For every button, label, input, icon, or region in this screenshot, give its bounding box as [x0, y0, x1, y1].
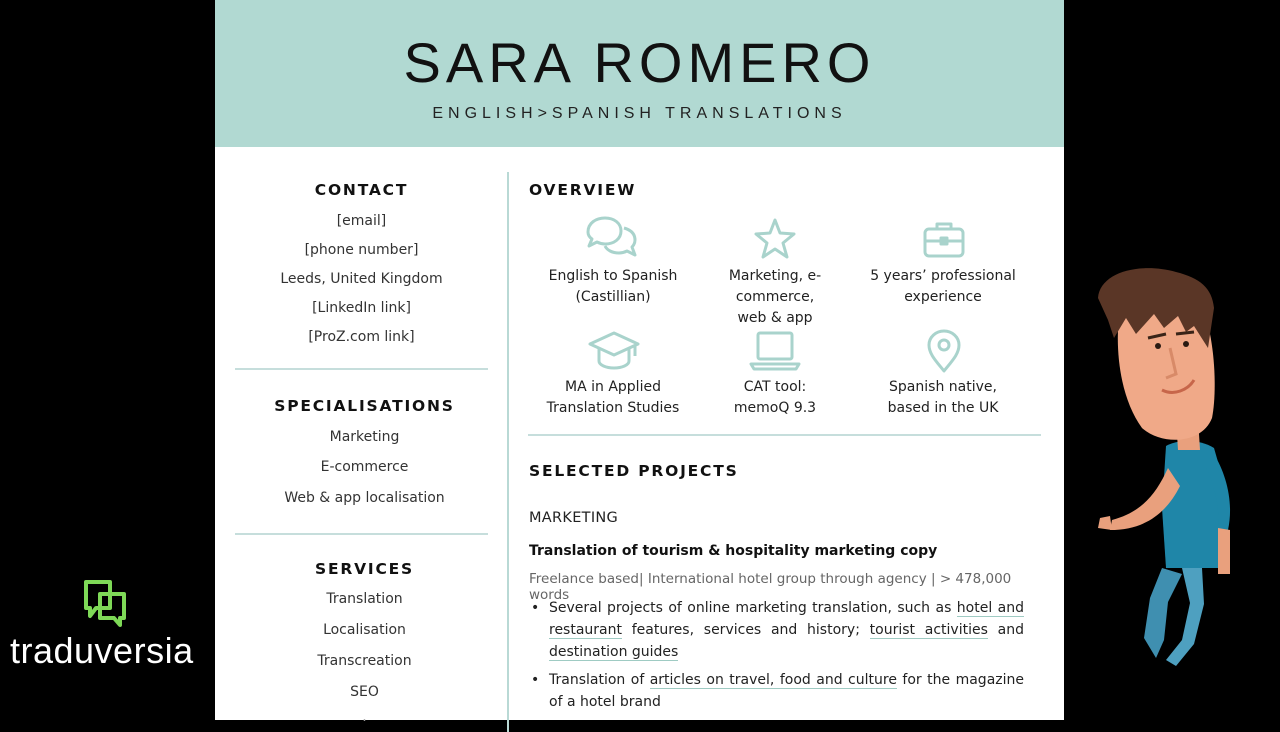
specialisation-item: E-commerce: [320, 459, 409, 475]
overview-line: (Castillian): [575, 289, 651, 305]
bullet-text: Several projects of online marketing translation, such as: [549, 600, 957, 616]
overview-item: [690, 266, 860, 329]
divider: [235, 533, 488, 535]
location-pin-icon: [916, 328, 972, 374]
logo-text: traduversia: [10, 630, 194, 671]
highlighted-phrase: tourist activities: [869, 622, 988, 638]
specialisation-item: Web & app localisation: [284, 490, 445, 506]
overview-item: [528, 266, 698, 308]
overview-line: CAT tool:: [743, 379, 807, 395]
highlighted-phrase: hotel and restaurant: [549, 600, 1024, 638]
overview-line: 5 years’ professional: [870, 268, 1016, 284]
service-item: Localisation: [323, 622, 406, 638]
service-item: Transcreation: [317, 653, 412, 669]
service-item-cut-off: ·: [362, 713, 367, 729]
specialisation-item: Marketing: [329, 429, 400, 445]
overview-line: based in the UK: [887, 400, 999, 416]
overview-item: [690, 377, 860, 419]
candidate-name: SARA ROMERO: [403, 31, 876, 94]
service-item: SEO: [350, 684, 379, 700]
overview-line: MA in Applied: [565, 379, 661, 395]
overview-item: [858, 377, 1028, 419]
overview-line: experience: [904, 289, 982, 305]
project-bullet: [529, 597, 1024, 663]
overview-line: English to Spanish: [548, 268, 678, 284]
overview-line: Translation Studies: [546, 400, 680, 416]
speech-bubbles-icon: [584, 215, 640, 261]
contact-linkedin[interactable]: [LinkedIn link]: [312, 300, 411, 316]
cartoon-character-illustration: [1090, 268, 1260, 678]
laptop-icon: [747, 328, 803, 374]
graduation-cap-icon: [586, 328, 642, 374]
selected-projects-title: SELECTED PROJECTS: [529, 462, 739, 480]
contact-title: CONTACT: [314, 181, 409, 199]
overview-line: Spanish native,: [889, 379, 997, 395]
bullet-text: features, services and history;: [622, 622, 870, 638]
divider: [235, 368, 488, 370]
project-title: Translation of tourism & hospitality marketing copy: [529, 543, 938, 559]
specialisations-title: SPECIALISATIONS: [274, 397, 455, 415]
highlighted-phrase: destination guides: [549, 644, 679, 660]
header-banner: [215, 0, 1064, 147]
resume-page: [215, 0, 1064, 729]
column-divider: [507, 172, 509, 732]
overview-line: memoQ 9.3: [733, 400, 817, 416]
contact-location: Leeds, United Kingdom: [280, 271, 443, 287]
chat-bubbles-logo-icon: [82, 578, 130, 630]
overview-title: OVERVIEW: [529, 181, 637, 199]
candidate-tagline: ENGLISH>SPANISH TRANSLATIONS: [432, 105, 847, 122]
project-category: MARKETING: [529, 510, 619, 526]
bullet-text: Translation of: [549, 672, 650, 688]
bullet-text: for the magazine of a hotel brand: [549, 672, 1024, 710]
contact-email[interactable]: [email]: [336, 213, 387, 229]
overview-item: [858, 266, 1028, 308]
project-meta: Freelance based| International hotel group through agency | > 478,000 words: [529, 571, 1012, 603]
highlighted-phrase: articles on travel, food and culture: [649, 672, 897, 688]
contact-phone[interactable]: [phone number]: [304, 242, 419, 258]
divider: [528, 434, 1041, 436]
overview-line: Marketing, e-commerce,: [728, 268, 822, 305]
overview-item: [528, 377, 698, 419]
services-title: SERVICES: [315, 560, 414, 578]
contact-proz[interactable]: [ProZ.com link]: [308, 329, 415, 345]
traduversia-logo: [10, 578, 210, 678]
bullet-text: and: [987, 622, 1024, 638]
project-bullet: [529, 669, 1024, 713]
briefcase-icon: [916, 217, 972, 263]
service-item: Translation: [326, 591, 403, 607]
star-icon: [747, 217, 803, 263]
overview-line: web & app: [737, 310, 813, 326]
